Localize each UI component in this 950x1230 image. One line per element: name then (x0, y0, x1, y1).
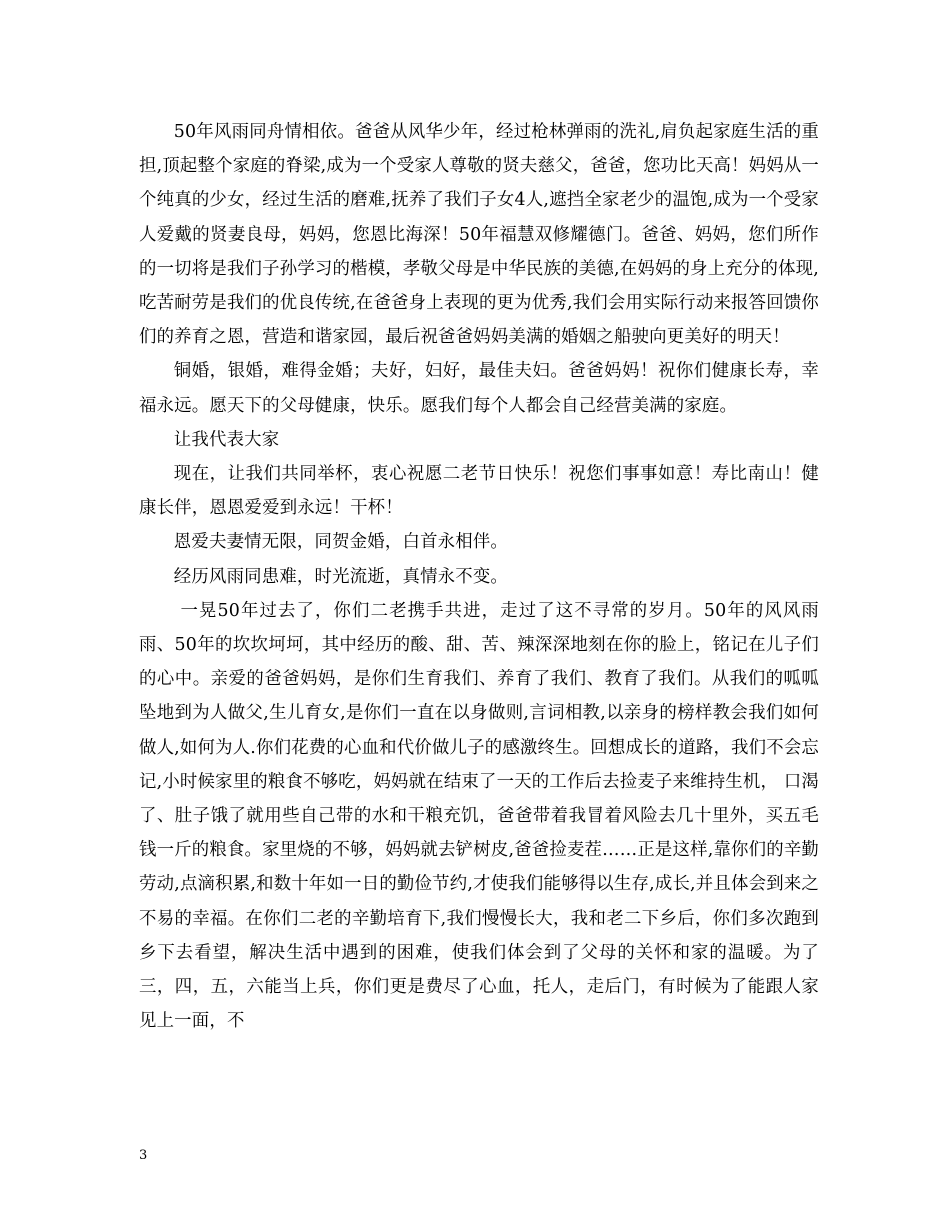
paragraph-4: 现在，让我们共同举杯，衷心祝愿二老节日快乐！祝您们事事如意！寿比南山！健康长伴，恩恩爱爱到永远！干杯！ (139, 464, 819, 519)
document-body (139, 115, 819, 1038)
paragraph-5: 恩爱夫妻情无限，同贺金婚，白首永相伴。 (173, 532, 509, 553)
paragraph-2: 铜婚，银婚，难得金婚；夫好，妇好，最佳夫妇。爸爸妈妈！祝你们健康长寿，幸福永远。愿天下的父母健康，快乐。愿我们每个人都会自己经营美满的家庭。 (139, 361, 819, 416)
paragraph-6: 经历风雨同患难，时光流逝，真情永不变。 (173, 566, 509, 587)
paragraph-7: 一晃50年过去了，你们二老携手共进，走过了这不寻常的岁月。50年的风风雨雨、50年的坎坎坷坷，其中经历的酸、甜、苦、辣深深地刻在你的脸上，铭记在儿子们的心中。亲爱的爸爸妈妈，是你们生育我们、养育了我们、教育了我们。从我们的呱呱坠地到为人做父,生儿育女,是你们一直在以身做则,言词相教,以亲身的榜样教会我们如何做人,如何为人.你们花费的心血和代价做儿子的感激终生。回想成长的道路，我们不会忘记,小时候家里的粮食不够吃，妈妈就在结束了一天的工作后去捡麦子来维持生机， 口渴了、肚子饿了就用些自己带的水和干粮充饥，爸爸带着我冒着风险去几十里外，买五毛钱一斤的粮食。家里烧的不够，妈妈就去铲树皮,爸爸捡麦茬……正是这样,靠你们的辛勤劳动,点滴积累,和数十年如一日的勤俭节约,才使我们能够得以生存,成长,并且体会到来之不易的幸福。在你们二老的辛勤培育下,我们慢慢长大，我和老二下乡后，你们多次跑到乡下去看望，解决生活中遇到的困难，使我们体会到了父母的关怀和家的温暖。为了三，四，五，六能当上兵，你们更是费尽了心血，托人，走后门，有时候为了能跟人家见上一面，不 (139, 600, 819, 1032)
page-number: 3 (139, 1148, 148, 1163)
paragraph-3: 让我代表大家 (173, 429, 280, 450)
paragraph-1: 50年风雨同舟情相依。爸爸从风华少年，经过枪林弹雨的洗礼,肩负起家庭生活的重担,顶起整个家庭的脊梁,成为一个受家人尊敬的贤夫慈父，爸爸，您功比天高！妈妈从一个纯真的少女，经过生活的磨难,抚养了我们子女4人,遮挡全家老少的温饱,成为一个受家人爱戴的贤妻良母，妈妈，您恩比海深！50年福慧双修耀德门。爸爸、妈妈，您们所作的一切将是我们子孙学习的楷模，孝敬父母是中华民族的美德,在妈妈的身上充分的体现,吃苦耐劳是我们的优良传统,在爸爸身上表现的更为优秀,我们会用实际行动来报答回馈你们的养育之恩，营造和谐家园，最后祝爸爸妈妈美满的婚姻之船驶向更美好的明天！ (139, 122, 819, 348)
